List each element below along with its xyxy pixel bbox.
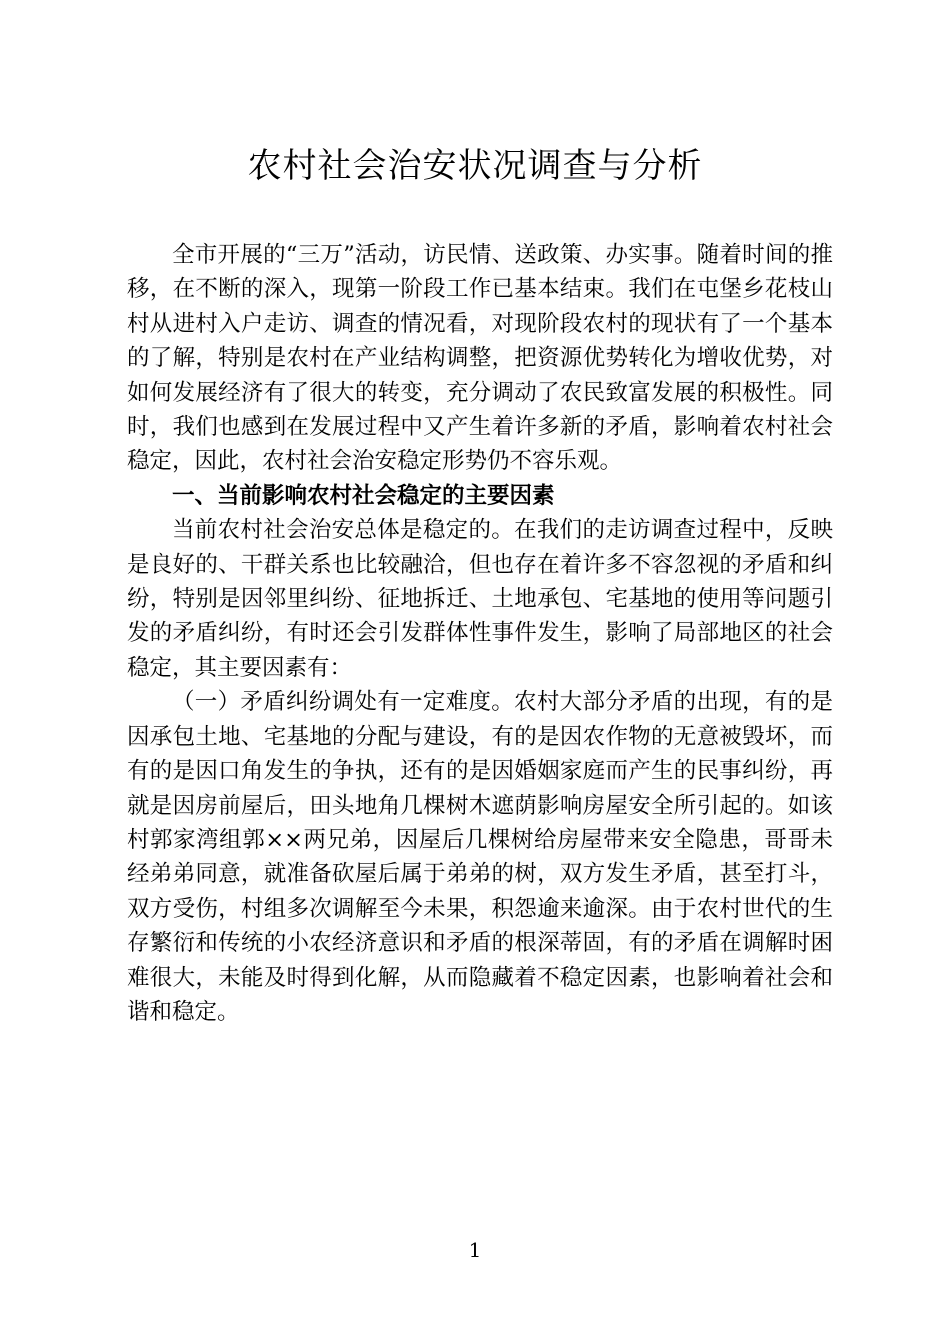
page-number: 1 xyxy=(468,1238,482,1262)
paragraph-intro: 全市开展的“三万”活动，访民情、送政策、办实事。随着时间的推移，在不断的深入，现第一阶段工作已基本结束。我们在屯堡乡花枝山村从进村入户走访、调查的情况看，对现阶段农村的现状有了一个基本的了解，特别是农村在产业结构调整，把资源优势转化为增收优势，对如何发展经济有了很大的转变，充分调动了农民致富发展的积极性。同时，我们也感到在发展过程中又产生着许多新的矛盾，影响着农村社会稳定，因此，农村社会治安稳定形势仍不容乐观。 xyxy=(127,242,833,475)
document-title: 农村社会治安状况调查与分析 xyxy=(247,146,703,186)
paragraph-section-1: 当前农村社会治安总体是稳定的。在我们的走访调查过程中，反映是良好的、干群关系也比较融洽，但也存在着许多不容忽视的矛盾和纠纷，特别是因邻里纠纷、征地拆迁、土地承包、宅基地的使用等问题引发的矛盾纠纷，有时还会引发群体性事件发生，影响了局部地区的社会稳定，其主要因素有： xyxy=(127,517,833,681)
document-body xyxy=(127,238,833,1029)
section-heading-1: 一、当前影响农村社会稳定的主要因素 xyxy=(172,482,555,509)
paragraph-subsection-1: （一）矛盾纠纷调处有一定难度。农村大部分矛盾的出现，有的是因承包土地、宅基地的分配与建设，有的是因农作物的无意被毁坏，而有的是因口角发生的争执，还有的是因婚姻家庭而产生的民事纠纷，再就是因房前屋后，田头地角几棵树木遮荫影响房屋安全所引起的。如该村郭家湾组郭××两兄弟，因屋后几棵树给房屋带来安全隐患，哥哥未经弟弟同意，就准备砍屋后属于弟弟的树，双方发生矛盾，甚至打斗，双方受伤，村组多次调解至今未果，积怨逾来逾深。由于农村世代的生存繁衍和传统的小农经济意识和矛盾的根深蒂固，有的矛盾在调解时困难很大，未能及时得到化解，从而隐藏着不稳定因素，也影响着社会和谐和稳定。 xyxy=(127,689,833,1025)
